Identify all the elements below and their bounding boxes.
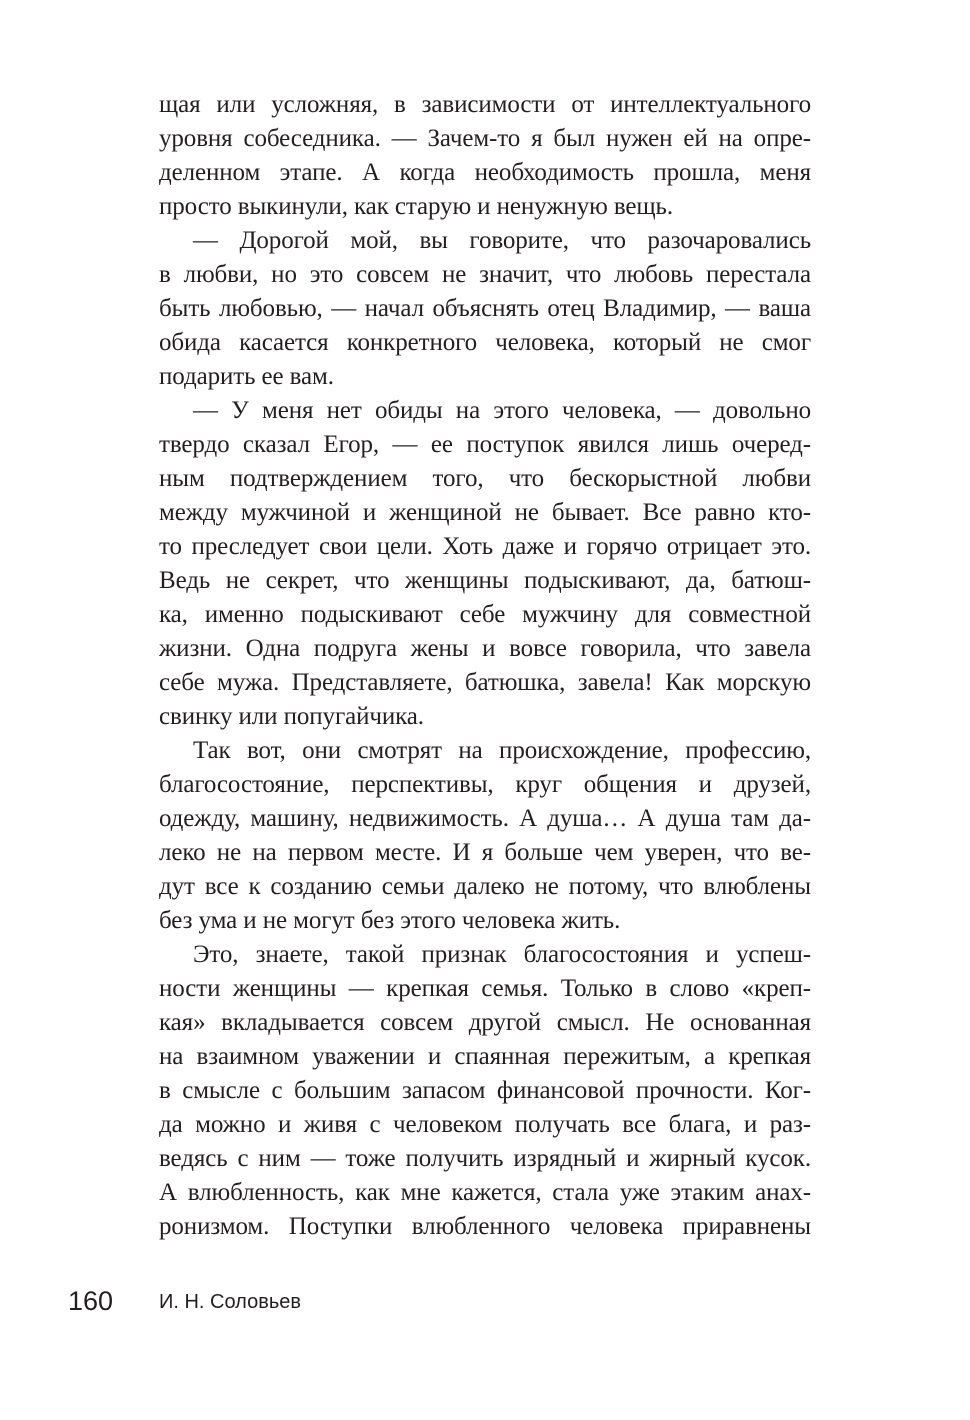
text-line: то преследует свои цели. Хоть даже и горячо отрицает это. [159, 533, 811, 560]
text-line: между мужчиной и женщиной не бывает. Все равно кто- [159, 499, 811, 526]
text-line: просто выкинули, как старую и ненужную вещь. [159, 193, 673, 220]
text-line: Это, знаете, такой признак благосостояния и успеш- [193, 941, 811, 968]
text-line: уровня собеседника. — Зачем-то я был нужен ей на опре- [159, 125, 811, 152]
text-line: леко не на первом месте. И я больше чем уверен, что ве- [159, 839, 811, 866]
paragraph [159, 224, 811, 394]
text-line: ронизмом. Поступки влюбленного человека приравнены [159, 1213, 811, 1240]
text-line: твердо сказал Егор, — ее поступок явился лишь очеред- [159, 431, 811, 458]
text-line: деленном этапе. А когда необходимость прошла, меня [159, 159, 811, 186]
paragraph [159, 734, 811, 938]
text-line: одежду, машину, недвижимость. А душа… А душа там да- [159, 805, 811, 832]
text-line: Так вот, они смотрят на происхождение, профессию, [193, 737, 811, 764]
text-line: подарить ее вам. [159, 363, 334, 390]
text-line: щая или усложняя, в зависимости от интеллектуального [159, 91, 811, 118]
text-line: да можно и живя с человеком получать все блага, и раз- [159, 1111, 811, 1138]
text-line: быть любовью, — начал объяснять отец Владимир, — ваша [159, 295, 811, 322]
text-line: ности женщины — крепкая семья. Только в слово «креп- [159, 975, 811, 1002]
text-line: себе мужа. Представляете, батюшка, завела! Как морскую [159, 669, 811, 696]
text-line: без ума и не могут без этого человека жить. [159, 907, 621, 934]
text-line: свинку или попугайчика. [159, 703, 424, 730]
text-line: ведясь с ним — тоже получить изрядный и жирный кусок. [159, 1145, 811, 1172]
page-body [159, 88, 811, 1244]
text-line: обида касается конкретного человека, который не смог [159, 329, 811, 356]
paragraph [159, 394, 811, 734]
text-line: — Дорогой мой, вы говорите, что разочаровались [193, 227, 811, 254]
paragraph [159, 88, 811, 224]
text-line: Ведь не секрет, что женщины подыскивают, да, батюш- [159, 567, 811, 594]
running-head-author: И. Н. Соловьев [159, 1291, 301, 1313]
text-line: на взаимном уважении и спаянная пережитым, а крепкая [159, 1043, 811, 1070]
text-line: ка, именно подыскивают себе мужчину для совместной [159, 601, 811, 628]
text-line: жизни. Одна подруга жены и вовсе говорила, что завела [159, 635, 811, 662]
text-line: в любви, но это совсем не значит, что любовь перестала [159, 261, 811, 288]
text-line: кая» вкладывается совсем другой смысл. Не основанная [159, 1009, 811, 1036]
text-line: в смысле с большим запасом финансовой прочности. Ког- [159, 1077, 811, 1104]
text-line: благосостояние, перспективы, круг общения и друзей, [159, 771, 811, 798]
paragraph [159, 938, 811, 1244]
text-line: — У меня нет обиды на этого человека, — довольно [193, 397, 811, 424]
text-line: ным подтверждением того, что бескорыстной любви [159, 465, 811, 492]
text-line: А влюбленность, как мне кажется, стала уже этаким анах- [159, 1179, 811, 1206]
page-number: 160 [68, 1286, 114, 1316]
text-line: дут все к созданию семьи далеко не потому, что влюблены [159, 873, 811, 900]
page-footer [0, 1283, 970, 1323]
